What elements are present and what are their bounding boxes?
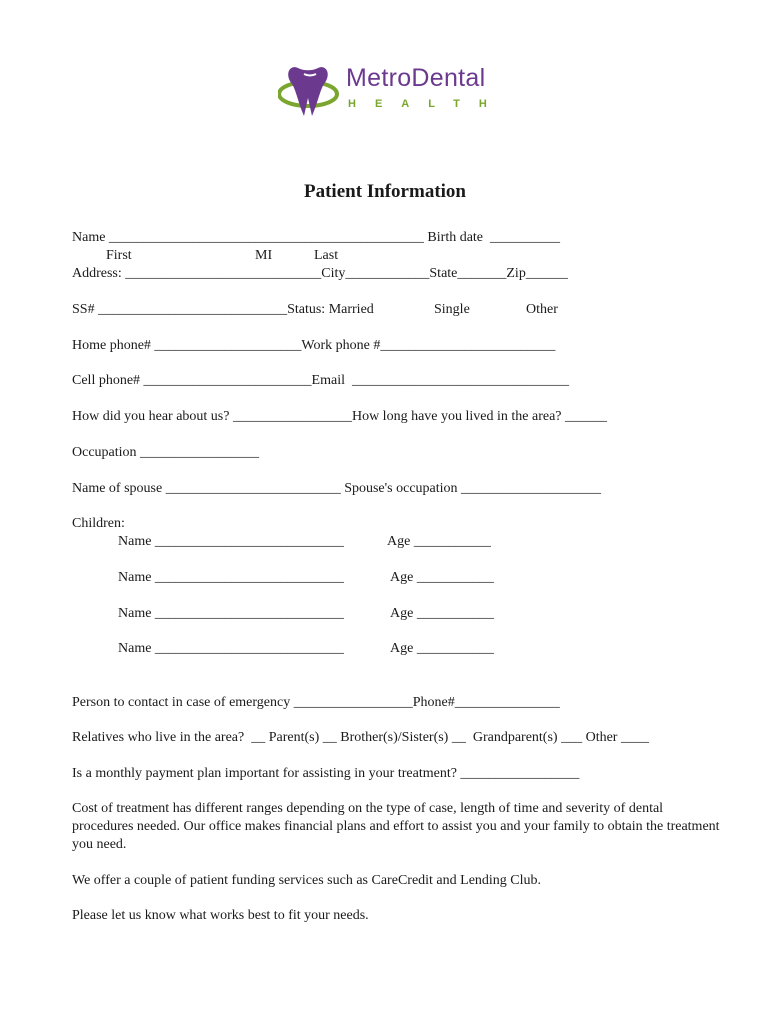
child-age-field[interactable]: Age ___________ [390,606,494,621]
logo-tagline: HEALTH [348,98,506,110]
child-name-field[interactable]: Name ___________________________ [118,606,344,621]
funding-paragraph: We offer a couple of patient funding services such as CareCredit and Lending Club. [72,873,542,888]
logo-wordmark: MetroDental [346,64,486,92]
phone-field-line[interactable]: Home phone# _____________________Work phone #_________________________ [72,338,556,353]
child-age-field[interactable]: Age ___________ [390,570,494,585]
children-label: Children: [72,516,125,531]
occupation-field-line[interactable]: Occupation _________________ [72,445,260,460]
referral-field-line[interactable]: How did you hear about us? _________________How long have you lived in the area? ______ [72,409,608,424]
name-sublabel-mi: MI [255,248,273,263]
child-name-field[interactable]: Name ___________________________ [118,570,344,585]
status-other-option[interactable]: Other [526,302,558,317]
status-single-option[interactable]: Single [434,302,470,317]
payment-plan-line[interactable]: Is a monthly payment plan important for assisting in your treatment? _________________ [72,766,580,781]
name-sublabel-last: Last [314,248,339,263]
child-name-field[interactable]: Name ___________________________ [118,534,344,549]
form-title: Patient Information [303,181,466,202]
ss-status-line[interactable]: SS# ___________________________Status: Married [72,302,374,317]
cost-paragraph: Cost of treatment has different ranges depending on the type of case, length of time and severity of dental procedures needed. Our office makes financial plans and effort to assist you and your family to obtain the treatment you need. [72,801,720,852]
closing-paragraph: Please let us know what works best to fit your needs. [72,908,369,923]
emergency-contact-line[interactable]: Person to contact in case of emergency _________________Phone#_______________ [72,695,560,710]
child-age-field[interactable]: Age ___________ [387,534,491,549]
relatives-line[interactable]: Relatives who live in the area? __ Parent(s) __ Brother(s)/Sister(s) __ Grandparent(s) ___ Other ____ [72,730,649,745]
name-sublabel-first: First [106,248,132,263]
metrodental-logo [278,58,528,128]
tooth-icon [278,58,348,124]
address-field-line[interactable]: Address: ____________________________City____________State_______Zip______ [72,266,568,281]
child-age-field[interactable]: Age ___________ [390,641,494,656]
spouse-field-line[interactable]: Name of spouse _________________________ Spouse's occupation ____________________ [72,481,602,496]
cell-email-field-line[interactable]: Cell phone# ________________________Email _______________________________ [72,373,569,388]
name-field-line[interactable]: Name _____________________________________________ Birth date __________ [72,230,561,245]
child-name-field[interactable]: Name ___________________________ [118,641,344,656]
